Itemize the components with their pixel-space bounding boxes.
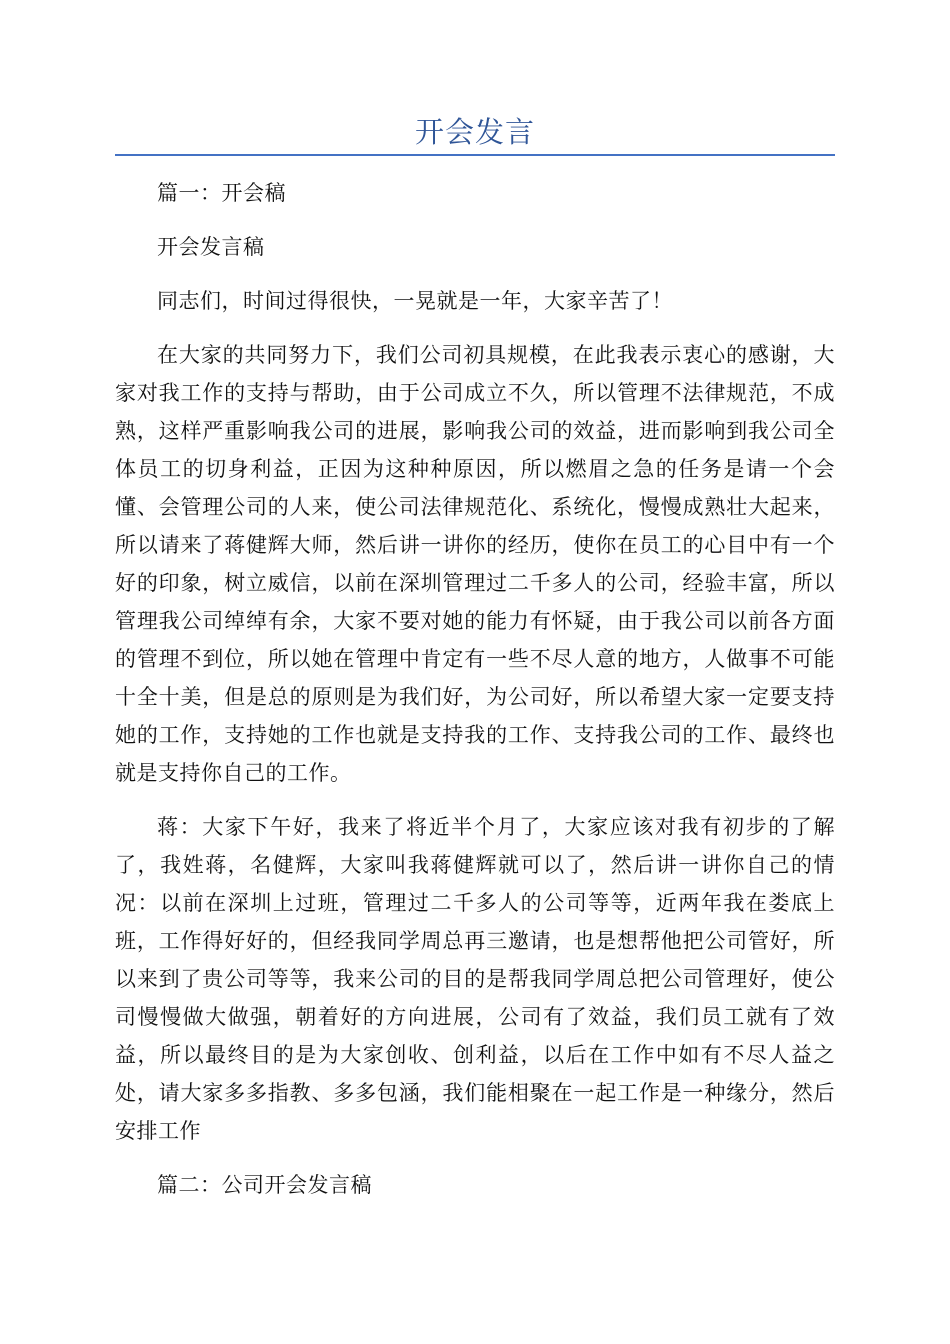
body-paragraph: 在大家的共同努力下，我们公司初具规模，在此我表示衷心的感谢，大家对我工作的支持与帮助，由于公司成立不久，所以管理不法律规范，不成熟，这样严重影响我公司的进展，影响我公司的效益，进而影响到我公司全体员工的切身利益，正因为这种种原因，所以燃眉之急的任务是请一个会懂、会管理公司的人来，使公司法律规范化、系统化，慢慢成熟壮大起来，所以请来了蒋健辉大师，然后讲一讲你的经历，使你在员工的心目中有一个好的印象，树立威信，以前在深圳管理过二千多人的公司，经验丰富，所以管理我公司绰绰有余，大家不要对她的能力有怀疑，由于我公司以前各方面的管理不到位，所以她在管理中肯定有一些不尽人意的地方，人做事不可能十全十美，但是总的原则是为我们好，为公司好，所以希望大家一定要支持她的工作，支持她的工作也就是支持我的工作、支持我公司的工作、最终也就是支持你自己的工作。 [115, 343, 835, 785]
section-heading-1: 篇一：开会稿 [157, 181, 286, 205]
subheading: 开会发言稿 [157, 235, 265, 259]
body-paragraph: 蒋：大家下午好，我来了将近半个月了，大家应该对我有初步的了解了，我姓蒋，名健辉，大家叫我蒋健辉就可以了，然后讲一讲你自己的情况：以前在深圳上过班，管理过二千多人的公司等等，近两年我在娄底上班，工作得好好的，但经我同学周总再三邀请，也是想帮他把公司管好，所以来到了贵公司等等，我来公司的目的是帮我同学周总把公司管理好，使公司慢慢做大做强，朝着好的方向进展，公司有了效益，我们员工就有了效益，所以最终目的是为大家创收、创利益，以后在工作中如有不尽人益之处，请大家多多指教、多多包涵，我们能相聚在一起工作是一种缘分，然后安排工作 [115, 815, 835, 1143]
document-title: 开会发言 [414, 115, 535, 149]
body-paragraph: 同志们，时间过得很快，一晃就是一年，大家辛苦了！ [157, 289, 673, 313]
document-body [115, 174, 835, 1220]
title-underline [115, 154, 835, 156]
section-heading-2: 篇二：公司开会发言稿 [157, 1173, 372, 1197]
